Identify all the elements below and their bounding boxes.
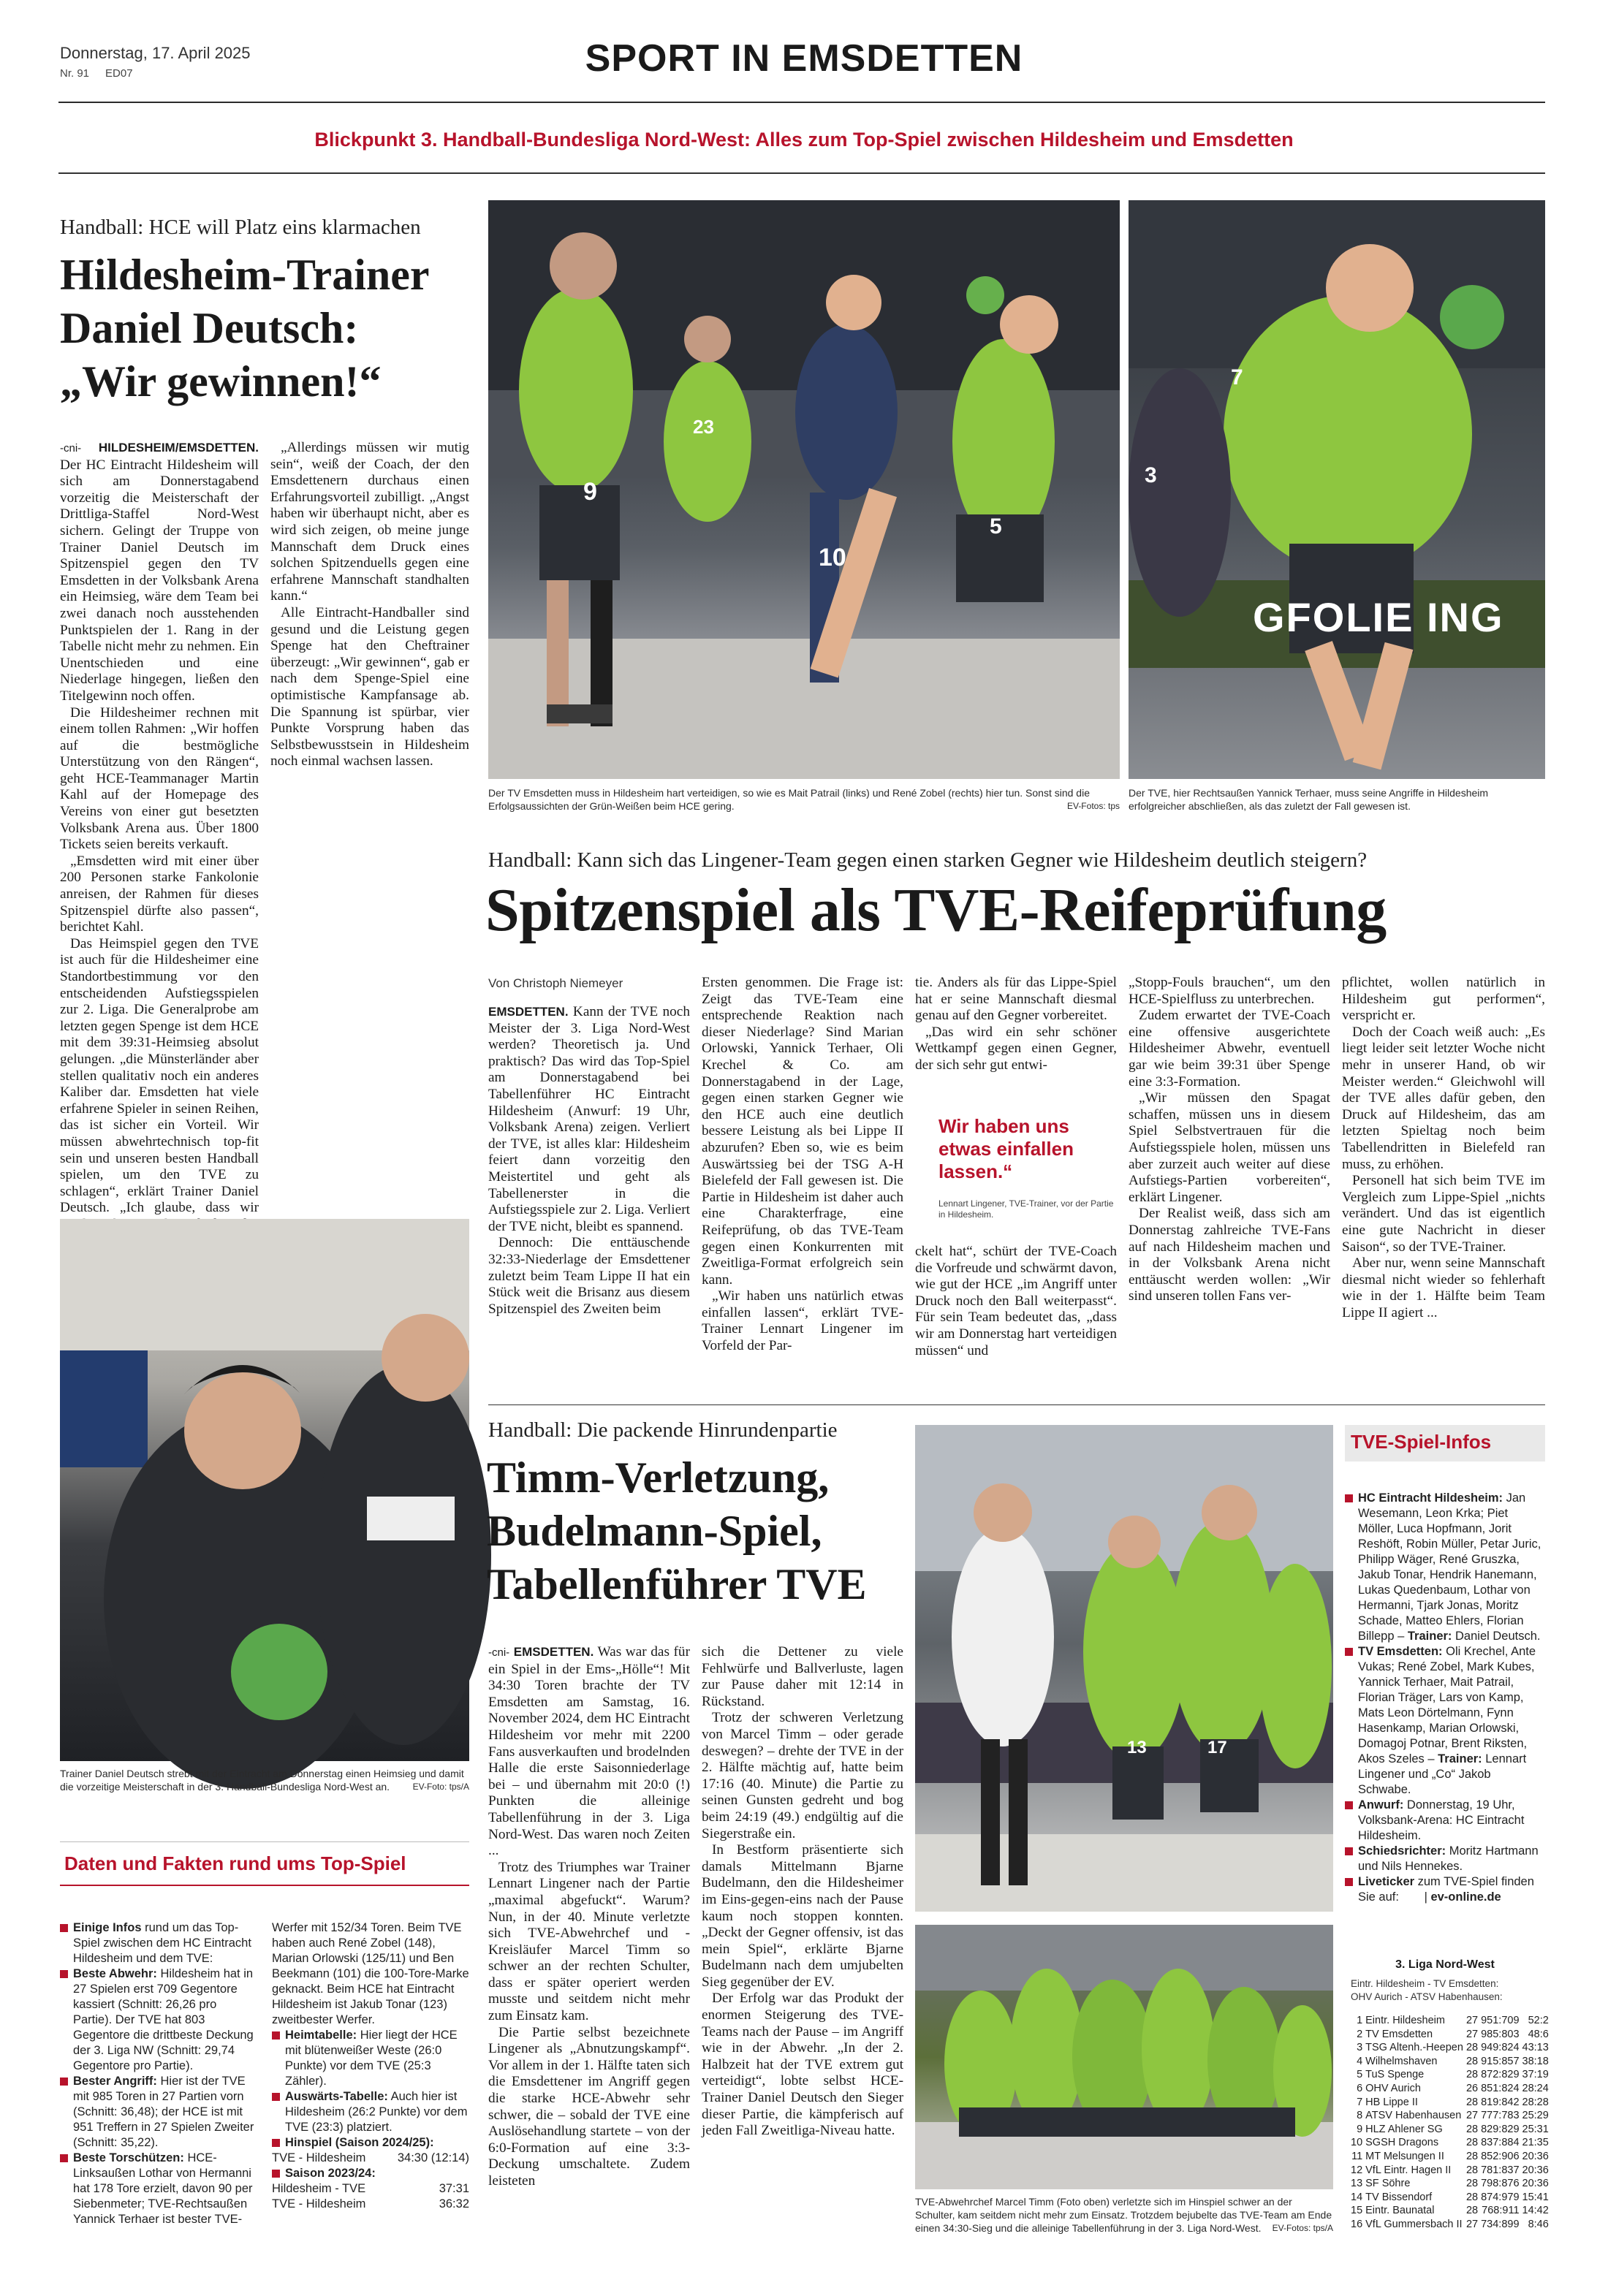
main-quote: Wir haben uns etwas einfallen lassen.“	[938, 1115, 1074, 1182]
main-col4c: „Wir müssen den Spagat schaffen, müssen uns in diesem Spiel Selbstvertrauen für die Aufstiegsspiele holen, müssen uns aber zurzeit auch weiter auf diese Aufstiegs-Partien vorbereiten“, erklärt Lingener.	[1129, 1090, 1330, 1205]
league-table-body	[1351, 2014, 1552, 2232]
table-cell: 7	[1357, 2096, 1363, 2108]
info-item-hildesheim: HC Eintracht Hildesheim: Jan Wesemann, Leon Krka; Piet Möller, Luca Hopfmann, Jorit Reshöft, Robin Müller, Petar Juric, Philipp Wäger, René Gruszka, Jakub Tonar, Hendrik Hanemann, Lukas Quedenbaum, Lothar von Hermanni, Tjark Jonas, Moritz Schade, Matteo Ehlers, Florian Billepp – Trainer: Daniel Deutsch.	[1345, 1491, 1545, 1644]
table-cell: 27	[1465, 2218, 1479, 2230]
table-cell: 819:842	[1481, 2096, 1520, 2108]
table-cell: 768:911	[1482, 2205, 1520, 2217]
timm-col2c: In Bestform präsentierte sich damals Mittelmann Bjarne Budelmann, den die Hildesheimer im Eins-gegen-eins nach der Pause kaum noch stoppen konnten. „Deckt der Gegner offensiv, ist das mein Spiel“, erklärte Bjarne Budelmann nach dem umjubelten Sieg gegenüber der EV.	[702, 1842, 903, 1990]
info-title: TVE-Spiel-Infos	[1351, 1431, 1492, 1453]
table-row	[1351, 2014, 1552, 2028]
table-cell: 28	[1465, 2069, 1479, 2081]
table-cell: 28	[1465, 2123, 1479, 2135]
facts-item: Saison 2023/24:	[272, 2166, 469, 2181]
table-cell: 798:876	[1481, 2178, 1520, 2190]
main-col1b: Dennoch: Die enttäuschende 32:33-Niederlage der Emsdettener zuletzt beim Team Lippe II hat ein Stück weit die Brisanz aus diesem Spitzenspiel des Zweiten beim	[488, 1235, 690, 1317]
blickpunkt-rule	[58, 172, 1545, 174]
table-cell: 48:6	[1528, 2028, 1549, 2040]
timm-rule	[488, 1404, 1545, 1405]
main-quote-source: Lennart Lingener, TVE-Trainer, vor der Partie in Hildesheim.	[938, 1198, 1114, 1220]
table-row	[1351, 2204, 1552, 2218]
jersey-7: 7	[1231, 365, 1243, 389]
photo-defense	[488, 200, 1120, 779]
facts-title: Daten und Fakten rund ums Top-Spiel	[64, 1852, 406, 1874]
main-col4	[1129, 975, 1330, 1305]
facts-col1	[60, 1920, 257, 2227]
caption-bottom-credit: EV-Fotos: tps/A	[1272, 2223, 1333, 2233]
caption-bottom-text: TVE-Abwehrchef Marcel Timm (Foto oben) verletzte sich im Hinspiel schwer an der Schulter, kam seitdem nicht mehr zum Einsatz. Trotzdem bejubelte das TVE-Team am Ende einen 34:30-Sieg und die alleinige Tabellenführung in der 3. Liga Nord-West.	[915, 2196, 1332, 2234]
table-cell: 28	[1465, 2137, 1479, 2149]
table-row	[1351, 2136, 1552, 2150]
left-headline-line2: Daniel Deutsch:	[60, 304, 359, 352]
facts-item: Beste Torschützen: HCE-Linksaußen Lothar von Hermanni hat 178 Tore erzielt, davon 90 per Siebenmeter; TVE-Rechtsaußen Yannick Terhaer ist bester TVE-	[60, 2151, 257, 2227]
photo-celebration-svg	[915, 1925, 1333, 2189]
header-rule	[58, 102, 1545, 103]
left-prefix: -cni-	[60, 442, 82, 455]
table-cell: VfL Eintr. Hagen II	[1365, 2164, 1452, 2176]
table-cell: Eintr. Baunatal	[1365, 2205, 1435, 2217]
timm-headline-line2: Budelmann-Spiel,	[487, 1507, 822, 1555]
table-cell: 829:829	[1481, 2123, 1520, 2135]
table-cell: 15:41	[1522, 2191, 1549, 2203]
table-cell: 781:837	[1481, 2164, 1520, 2176]
table-cell: 915:857	[1481, 2055, 1520, 2067]
timm-col2b: Trotz der schweren Verletzung von Marcel Timm – oder gerade deswegen? – drehte der TVE in der 2. Hälfte mächtig auf, hatte beim 17:16 (40. Minute) die Partie zu seinen Gunsten gedreht und bog beim 24:19 (49.) endgültig auf die Siegerstraße ein.	[702, 1710, 903, 1841]
table-row	[1351, 2096, 1552, 2110]
table-cell: 10	[1351, 2137, 1363, 2149]
caption-defense-credit: EV-Fotos: tps	[1066, 801, 1120, 811]
table-cell: 874:979	[1481, 2191, 1520, 2203]
facts-continued: Werfer mit 152/34 Toren. Beim TVE haben auch René Zobel (148), Marian Orlowski (125/11) und Ben Beekmann (101) die 100-Tore-Marke geknackt. Beim HCE hat Eintracht Hildesheim ist Jakub Tonar (123) zweitbester Werfer.	[272, 1921, 469, 2026]
timm-col1	[488, 1644, 690, 2273]
info-item-liveticker: Liveticker zum TVE-Spiel finden Sie auf: | ev-online.de	[1345, 1874, 1545, 1905]
table-row	[1351, 2164, 1552, 2178]
table-cell: 9	[1357, 2123, 1363, 2135]
photo-timm-svg	[915, 1425, 1333, 1912]
timm-headline-line1: Timm-Verletzung,	[487, 1453, 830, 1502]
table-cell: TSG Altenh.-Heepen	[1365, 2042, 1463, 2054]
timm-headline-line3: Tabellenführer TVE	[487, 1560, 867, 1608]
left-p3: „Emsdetten wird mit einer über 200 Personen starke Fankolonie anreisen, der Rahmen für dieses Spitzenspiel dürfte also passen“, berichtet Kahl.	[60, 853, 259, 935]
table-cell: 15	[1351, 2205, 1363, 2217]
main-col2	[702, 975, 903, 1355]
table-cell: 21:35	[1522, 2137, 1549, 2149]
left-body-col1	[60, 440, 259, 1216]
table-row	[1351, 2082, 1552, 2096]
main-col5b: Doch der Coach weiß auch: „Es liegt leider seit letzter Woche nicht mehr in unserer Hand, ob wir Meister werden.“ Gleichwohl will der TVE alles dafür geben, den Druck auf Hildesheim, das am letzten Spieltag noch beim Tabellendritten in Bielefeld ran muss, zu erhöhen.	[1342, 1024, 1545, 1172]
main-col2-text: Ersten genommen. Die Frage ist: Zeigt das TVE-Team eine entsprechende Reaktion nach dieser Niederlage? Sind Marian Orlowski, Yannick Terhaer, Oli Krechel & Co. am Donnerstagabend in der Lage, gegen einen starken Gegner wie den HCE auch eine deutlich bessere Leistung als bei Lippe II abzurufen? Eben so, wie es beim Auswärtssieg bei der TSG A-H Bielefeld der Fall gewesen ist. Die Partie in Hildesheim ist daher auch eine Charakterfrage, eine Reifeprüfung, ob das TVE-Team gegen einen Konkurrenten mit Zweitliga-Format erfolgreich sein kann.	[702, 975, 903, 1288]
table-cell: 16	[1351, 2218, 1363, 2230]
timm-col1b: Trotz des Triumphes war Trainer Lennart Lingener nach der Partie „maximal abgefuckt“. Warum? Nun, in der 40. Minute verletzte sich TVE-Abwehrchef und -Kreisläufer Marcel Timm so schwer an der rechten Schulter, dass er später operiert werden musste und seitdem nicht mehr zum Einsatz kam.	[488, 1859, 690, 2024]
table-cell: 28	[1465, 2150, 1479, 2162]
timm-col1c: Die Partie selbst bezeichnete Lingener als „Abnutzungskampf“. Vor allem in der 1. Hälfte taten sich die Emsdettener im Angriff gegen die starke HCE-Abwehr sehr schwer, die – sobald der TVE eine Auslösehandlung startete – von der 6:0-Formation auf eine 3:3-Deckung umschaltete. Zudem leisteten	[488, 2024, 690, 2189]
table-cell: 27	[1465, 2110, 1479, 2122]
main-col5-text: pflichtet, wollen natürlich in Hildesheim gut performen“, verspricht er.	[1342, 975, 1545, 1024]
issue-number: Nr. 91	[60, 67, 90, 80]
main-dateline: EMSDETTEN.	[488, 1005, 569, 1019]
table-row	[1351, 2055, 1552, 2069]
facts-item: Beste Abwehr: Hildesheim hat in 27 Spielen erst 709 Gegentore kassiert (Schnitt: 26,26 pro Partie). Der TVE hat 803 Gegentore die drittbeste Deckung der 3. Liga NW (Schnitt: 29,74 Gegentore pro Partie).	[60, 1966, 257, 2074]
table-cell: 12	[1351, 2164, 1363, 2176]
table-cell: 38:18	[1522, 2055, 1549, 2067]
table-cell: 37:19	[1522, 2069, 1549, 2081]
table-cell: 14	[1351, 2191, 1363, 2203]
timm-prefix: -cni-	[488, 1646, 510, 1659]
main-col1	[488, 1004, 690, 1318]
timm-dateline: EMSDETTEN.	[513, 1645, 594, 1659]
left-p5: „Allerdings müssen wir mutig sein“, weiß der Coach, der den Emsdettenern durchaus einen Erfahrungsvorteil zubilligt. „Angst haben wir überhaupt nicht, aber es wird sich zeigen, ob meine junge Mannschaft dem Druck eines solchen Spitzenduells gegen eine erfahrene Mannschaft standhalten kann.“	[270, 440, 469, 604]
left-headline-line3: „Wir gewinnen!“	[60, 357, 382, 406]
facts-item: Auswärts-Tabelle: Auch hier ist Hildesheim (26:2 Punkte) vor dem TVE (23:3) platziert.	[272, 2089, 469, 2135]
table-row	[1351, 2177, 1552, 2191]
table-cell: 28	[1465, 2042, 1479, 2054]
table-cell: TV Emsdetten	[1365, 2028, 1433, 2040]
table-cell: 837:884	[1481, 2137, 1520, 2149]
left-p4: Das Heimspiel gegen den TVE ist auch für die Hildesheimer eine Standortbestimmung vor den entscheidenden Aufstiegsspielen zur 2. Liga. Die Generalprobe am letzten gegen Spenge ist dem HCE mit dem 39:31-Heimsieg absolut gelungen. „die Münsterländer aber stellen qualitativ noch ein anderes Kaliber dar. Emsdetten hat viele erfahrene Spieler in seinen Reihen, das ist sicher ein Vorteil. Wir müssen abwehrtechnisch top-fit sein und unseren besten Handball spielen, um den TVE zu schlagen“, erklärt Trainer Daniel Deutsch. „Ich glaube, dass wir	[60, 935, 259, 1216]
table-cell: 1	[1357, 2015, 1363, 2026]
facts-item: Einige Infos rund um das Top-Spiel zwischen dem HC Eintracht Hildesheim und dem TVE:	[60, 1920, 257, 1966]
table-cell: 951:709	[1481, 2015, 1520, 2026]
table-row	[1351, 2041, 1552, 2055]
left-body-col2	[270, 440, 469, 1200]
jersey-9: 9	[583, 478, 597, 506]
table-cell: 11	[1351, 2150, 1363, 2162]
table-row	[1351, 2150, 1552, 2164]
table-cell: HB Lippe II	[1365, 2096, 1418, 2108]
facts-saison-row: TVE - Hildesheim 36:32	[272, 2197, 469, 2211]
photo-timm-injury	[915, 1425, 1333, 1912]
caption-trainer-credit: EV-Foto: tps/A	[412, 1782, 469, 1792]
main-col3	[915, 975, 1117, 1074]
main-kicker: Handball: Kann sich das Lingener-Team gegen einen starken Gegner wie Hildesheim deutlich steigern?	[488, 848, 1368, 872]
table-row	[1351, 2109, 1552, 2123]
blickpunkt-bar: Blickpunkt 3. Handball-Bundesliga Nord-West: Alles zum Top-Spiel zwischen Hildesheim und Emsdetten	[314, 129, 1294, 151]
photo-terhaer	[1129, 200, 1545, 779]
caption-trainer-text: Trainer Daniel Deutsch strebt mit der Eintracht am Donnerstag einen Heimsieg und damit die vorzeitige Meisterschaft in der 3. Handball-Bundesliga Nord-West an.	[60, 1768, 464, 1793]
table-cell: 3	[1357, 2042, 1363, 2054]
timm-kicker: Handball: Die packende Hinrundenpartie	[488, 1418, 838, 1442]
main-col4-text: „Stopp-Fouls brauchen“, um den HCE-Spielfluss zu unterbrechen.	[1129, 975, 1330, 1007]
info-item-schiedsrichter: Schiedsrichter: Moritz Hartmann und Nils Hennekes.	[1345, 1844, 1545, 1874]
table-cell: Wilhelmshaven	[1365, 2055, 1438, 2067]
left-kicker: Handball: HCE will Platz eins klarmachen	[60, 216, 421, 239]
caption-defense	[488, 786, 1120, 813]
main-col1-text: Kann der TVE noch Meister der 3. Liga Nord-West werden? Theoretisch ja. Und praktisch? Das wird das Top-Spiel am Donnerstagabend bei Tabellenführer HC Eintracht Hildesheim (Anwurf: 19 Uhr, Volksbank Arena) zeigen. Verliert der TVE, ist alles klar: Hildesheim feiert dann vorzeitig den Meistertitel und geht als Tabellenerster in die Aufstiegsspiele zur 2. Liga. Verliert der TVE nicht, bleibt es spannend.	[488, 1004, 690, 1234]
table-cell: 28:24	[1522, 2082, 1549, 2094]
table-cell: 2	[1357, 2028, 1363, 2040]
table-cell: TV Bissendorf	[1365, 2191, 1433, 2203]
table-cell: 27	[1465, 2028, 1479, 2040]
caption-terhaer: Der TVE, hier Rechtsaußen Yannick Terhaer, muss seine Angriffe in Hildesheim erfolgreicher abschließen, als das zuletzt der Fall gewesen ist.	[1129, 787, 1489, 812]
table-cell: SF Söhre	[1365, 2178, 1411, 2190]
section-title: SPORT IN EMSDETTEN	[585, 37, 1023, 80]
photo-trainer	[60, 1219, 469, 1761]
left-headline-line1: Hildesheim-Trainer	[60, 251, 430, 299]
info-item-emsdetten: TV Emsdetten: Oli Krechel, Ante Vukas; René Zobel, Mark Kubes, Yannick Terhaer, Mait Patrail, Florian Träger, Lars von Kamp, Mats Leon Dörtelmann, Fynn Hasenkamp, Marian Orlowski, Domagoj Potnar, Brent Riksten, Akos Szeles – Trainer: Lennart Lingener und „Co“ Jakob Schwabe.	[1345, 1644, 1545, 1798]
main-col3-text: tie. Anders als für das Lippe-Spiel hat er seine Mannschaft diesmal genau auf den Gegner vorbereitet.	[915, 975, 1117, 1024]
left-p2: Die Hildesheimer rechnen mit einem tollen Rahmen: „Wir hoffen auf die bestmögliche Unterstützung von den Rängen“, geht HCE-Teammanager Martin Kahl auf der Homepage des Vereins von einer gut besetzten Volksbank Arena aus. Über 1800 Tickets seien bereits verkauft.	[60, 704, 259, 853]
main-byline: Von Christoph Niemeyer	[488, 976, 623, 990]
table-cell: 13	[1351, 2178, 1363, 2190]
main-col2b: „Wir haben uns natürlich etwas einfallen lassen“, erklärt TVE-Trainer Lennart Lingener im Vorfeld der Par-	[702, 1288, 903, 1354]
table-cell: 777:783	[1481, 2110, 1520, 2122]
table-games: Eintr. Hildesheim - TV Emsdetten: OHV Aurich - ATSV Habenhausen:	[1351, 1978, 1503, 2002]
facts-item: Bester Angriff: Hier ist der TVE mit 985 Toren in 27 Partien vorn (Schnitt: 36,48); der HCE ist mit 951 Treffern in 27 Spielen Zweiter (Schnitt: 35,22).	[60, 2074, 257, 2151]
table-cell: SGSH Dragons	[1365, 2137, 1439, 2149]
table-cell: OHV Aurich	[1365, 2082, 1421, 2094]
facts-rule	[60, 1885, 469, 1886]
table-row	[1351, 2218, 1552, 2232]
jersey-17: 17	[1207, 1738, 1227, 1757]
edition-code: ED07	[105, 67, 133, 80]
left-dateline: HILDESHEIM/EMSDETTEN.	[98, 441, 259, 455]
main-col3b: „Das wird ein sehr schöner Wettkampf gegen einen Gegner, der sich sehr gut entwi-	[915, 1024, 1117, 1073]
table-cell: 20:36	[1522, 2150, 1549, 2162]
table-row	[1351, 2068, 1552, 2082]
table-cell: 28	[1465, 2178, 1479, 2190]
facts-hinspiel-row: TVE - Hildesheim 34:30 (12:14)	[272, 2151, 469, 2164]
table-cell: 20:36	[1522, 2178, 1549, 2190]
left-p6: Alle Eintracht-Handballer sind gesund und die Leistung gegen Spenge hat den Cheftrainer überzeugt: „Wir gewinnen“, gab er nach dem Spenge-Spiel eine optimistische Kampfansage ab. Die Spannung ist spürbar, vier Punkte Vorsprung haben das Selbstbewusstsein in Hildesheim noch einmal wachsen lassen.	[270, 604, 469, 769]
jersey-10: 10	[819, 544, 846, 571]
table-cell: 28	[1465, 2164, 1479, 2176]
facts-saison-row: Hildesheim - TVE 37:31	[272, 2182, 469, 2195]
timm-col2-text: sich die Dettener zu viele Fehlwürfe und Ballverluste, lagen zur Pause daher mit 12:14 in Rückstand.	[702, 1644, 903, 1709]
photo-trainer-svg	[60, 1219, 469, 1761]
liveticker-link[interactable]: ev-online.de	[1430, 1890, 1501, 1904]
table-cell: VfL Gummersbach II	[1365, 2218, 1463, 2230]
info-items	[1345, 1491, 1545, 1905]
table-cell: 4	[1357, 2055, 1363, 2067]
table-cell: 28	[1465, 2191, 1479, 2203]
caption-trainer	[60, 1767, 469, 1793]
table-cell: Eintr. Hildesheim	[1365, 2015, 1445, 2026]
table-row	[1351, 2191, 1552, 2205]
table-cell: 949:824	[1481, 2042, 1520, 2054]
caption-bottom	[915, 2195, 1333, 2235]
timm-col2	[702, 1644, 903, 2273]
timm-headline	[487, 1451, 867, 1611]
info-item-anwurf: Anwurf: Donnerstag, 19 Uhr, Volksbank-Arena: HC Eintracht Hildesheim.	[1345, 1798, 1545, 1844]
table-cell: MT Melsungen II	[1365, 2150, 1444, 2162]
facts-item: Heimtabelle: Hier liegt der HCE mit blütenweißer Weste (26:0 Punkte) vor dem TVE (25:3 Zähler).	[272, 2028, 469, 2089]
table-cell: 20:36	[1522, 2164, 1549, 2176]
table-cell: 5	[1357, 2069, 1363, 2081]
left-headline	[60, 248, 430, 408]
table-cell: 52:2	[1528, 2015, 1549, 2026]
table-cell: 6	[1357, 2082, 1363, 2094]
main-col5	[1342, 975, 1545, 1321]
main-col5d: Aber nur, wenn seine Mannschaft diesmal nicht wieder so fehlerhaft wie in der 1. Hälfte beim Team Lippe II agiert ...	[1342, 1255, 1545, 1320]
table-cell: 8	[1357, 2110, 1363, 2122]
table-row	[1351, 2028, 1552, 2042]
table-cell: 25:29	[1522, 2110, 1549, 2122]
photo-terhaer-svg	[1129, 200, 1545, 779]
table-cell: 8:46	[1528, 2218, 1549, 2230]
main-col3c	[915, 1244, 1117, 1359]
table-title: 3. Liga Nord-West	[1395, 1958, 1495, 1971]
main-col4d: Der Realist weiß, dass sich am Donnerstag zahlreiche TVE-Fans auf nach Hildesheim machen und in der Volksbank Arena nicht enttäuscht werden wollen: „Wir sind unseren tollen Fans ver-	[1129, 1206, 1330, 1304]
photo-celebration	[915, 1925, 1333, 2189]
table-cell: TuS Spenge	[1365, 2069, 1425, 2081]
table-cell: 14:42	[1522, 2205, 1549, 2217]
table-cell: 26	[1465, 2082, 1479, 2094]
table-cell: 28	[1465, 2205, 1479, 2217]
table-cell: ATSV Habenhausen	[1365, 2110, 1462, 2122]
photo-terhaer-sign: GFOLIE ING	[1253, 594, 1504, 640]
jersey-23: 23	[693, 416, 714, 438]
jersey-13: 13	[1127, 1738, 1147, 1757]
main-col5c: Personell hat sich beim TVE im Vergleich zum Lippe-Spiel „nichts verändert. Und das ist eigentlich eine gute Nachricht in dieser Saison“, so der TVE-Trainer.	[1342, 1173, 1545, 1255]
table-cell: 852:906	[1481, 2150, 1520, 2162]
facts-col2	[272, 1920, 469, 2212]
left-p1: Der HC Eintracht Hildesheim will sich am Donnerstagabend vorzeitig die Meisterschaft der Drittliga-Staffel Nord-West sichern. Gelingt der Truppe von Trainer Daniel Deutsch im Spitzenspiel gegen den TV Emsdetten in der Volksbank Arena ein Heimsieg, wäre dem Team bei zwei danach noch ausstehenden Punktspielen der 1. Rang in der Tabelle nicht mehr zu nehmen. Ein Unentschieden und eine Niederlage hingegen, ließen den Titelgewinn noch offen.	[60, 457, 259, 704]
main-col3c-text: ckelt hat“, schürt der TVE-Coach die Vorfreude und schwärmt davon, wie gut der HCE „im Angriff unter Druck noch den Ball weiterpasst“. Für sein Team bedeutet das, „dass wir am Donnerstag hart verteidigen müssen“ und	[915, 1244, 1117, 1358]
table-cell: 27	[1465, 2015, 1479, 2026]
table-cell: HLZ Ahlener SG	[1365, 2123, 1443, 2135]
timm-col2d: Der Erfolg war das Produkt der enormen Steigerung des TVE-Teams nach der Pause – im Angriff wie in der Abwehr. „In der 2. Halbzeit hat der TVE extrem gut verteidigt“, lobte selbst HCE-Trainer Daniel Deutsch den Sieger dieser Partie, die kämpferisch auf jeden Fall Zweitliga-Niveau hatte.	[702, 1991, 903, 2139]
table-cell: 25:31	[1522, 2123, 1549, 2135]
header-date: Donnerstag, 17. April 2025	[60, 44, 251, 62]
table-cell: 43:13	[1522, 2042, 1549, 2054]
timm-col1-text: Was war das für ein Spiel in der Ems-„Hölle“! Mit 34:30 Toren brachte der TV Emsdetten am Samstag, 16. November 2024, dem HC Eintracht Hildesheim vor mehr mit 2200 Fans ausverkauften und brodelnden Halle die erste Saisonniederlage bei – und übernahm mit 20:0 (!) Punkten die alleinige Tabellenführung in der 3. Liga Nord-West. Das waren noch Zeiten ...	[488, 1644, 690, 1859]
table-cell: 28:28	[1522, 2096, 1549, 2108]
main-headline: Spitzenspiel als TVE-Reifeprüfung	[485, 876, 1387, 944]
table-row	[1351, 2123, 1552, 2137]
table-cell: 985:803	[1481, 2028, 1520, 2040]
jersey-5: 5	[990, 514, 1002, 539]
table-cell: 28	[1465, 2096, 1479, 2108]
table-cell: 734:899	[1481, 2218, 1520, 2230]
league-table	[1351, 2014, 1552, 2232]
facts-item: Hinspiel (Saison 2024/25):	[272, 2135, 469, 2151]
caption-defense-text: Der TV Emsdetten muss in Hildesheim hart verteidigen, so wie es Mait Patrail (links) und René Zobel (rechts) hier tun. Sonst sind die Erfolgsaussichten der Grün-Weißen beim HCE gering.	[488, 787, 1090, 812]
jersey-3: 3	[1145, 463, 1157, 487]
table-cell: 872:829	[1481, 2069, 1520, 2081]
main-col4b: Zudem erwartet der TVE-Coach eine offensive ausgerichtete Hildesheimer Abwehr, eventuell gar wie beim 39:31 über Spenge eine 3:3-Formation.	[1129, 1008, 1330, 1090]
table-cell: 851:824	[1481, 2082, 1520, 2094]
table-cell: 28	[1465, 2055, 1479, 2067]
